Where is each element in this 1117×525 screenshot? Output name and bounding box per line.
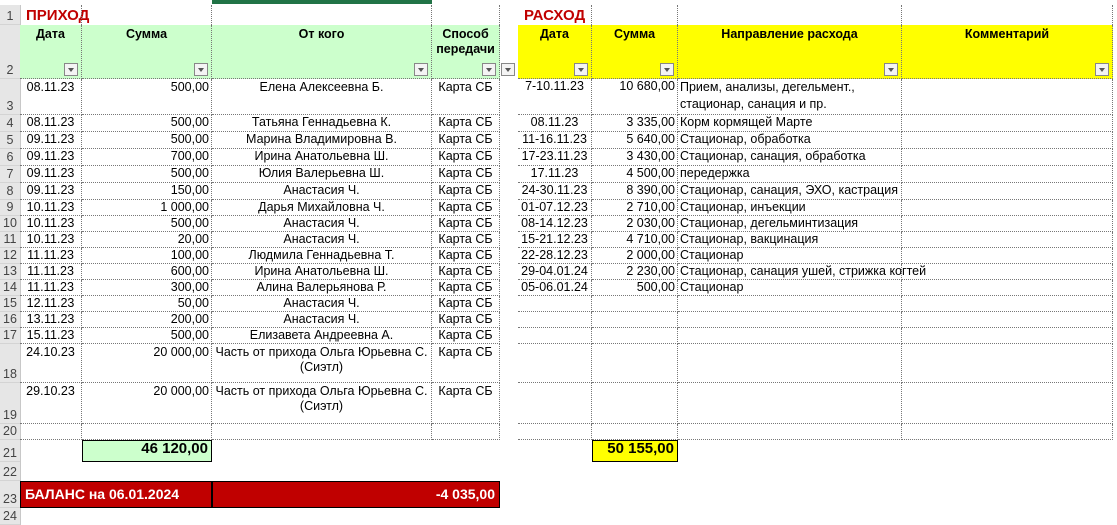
income-amount-cell[interactable]: 500,00 (82, 166, 212, 183)
row-number[interactable]: 6 (0, 149, 20, 166)
income-amount-cell[interactable]: 300,00 (82, 280, 212, 296)
income-amount-cell[interactable]: 500,00 (82, 132, 212, 149)
income-amount-cell[interactable]: 500,00 (82, 79, 212, 115)
expense-direction-cell[interactable]: Стационар, инъекции (678, 200, 902, 216)
expense-amount-cell[interactable]: 10 680,00 (592, 79, 678, 115)
expense-direction-cell[interactable]: Стационар, санация ушей, стрижка когтей (680, 264, 927, 278)
expense-direction-cell[interactable]: Стационар (678, 248, 902, 264)
income-method-cell[interactable]: Карта СБ (432, 166, 500, 183)
income-date-cell[interactable]: 13.11.23 (20, 312, 82, 328)
expense-date-cell[interactable]: 29-04.01.24 (518, 264, 592, 280)
income-amount-cell[interactable] (82, 424, 212, 440)
expense-date-cell[interactable]: 22-28.12.23 (518, 248, 592, 264)
expense-date-cell[interactable]: 11-16.11.23 (518, 132, 592, 149)
income-header-method[interactable]: Способ передачи (432, 25, 500, 79)
row-number[interactable]: 2 (0, 25, 20, 79)
expense-direction-cell[interactable] (678, 328, 902, 344)
filter-dropdown-icon[interactable] (1095, 63, 1109, 76)
income-from-cell[interactable]: Анастасия Ч. (212, 312, 432, 328)
expense-date-cell[interactable]: 15-21.12.23 (518, 232, 592, 248)
grid-cell[interactable] (212, 5, 432, 25)
expense-date-cell[interactable] (518, 344, 592, 383)
expense-comment-cell[interactable] (902, 280, 1113, 296)
income-method-cell[interactable]: Карта СБ (432, 344, 500, 383)
income-date-cell[interactable]: 10.11.23 (20, 232, 82, 248)
income-from-cell[interactable] (212, 424, 432, 440)
income-date-cell[interactable]: 09.11.23 (20, 132, 82, 149)
income-date-cell[interactable]: 11.11.23 (20, 280, 82, 296)
expense-amount-cell[interactable] (592, 312, 678, 328)
expense-date-cell[interactable]: 08-14.12.23 (518, 216, 592, 232)
grid-cell[interactable] (432, 5, 500, 25)
income-amount-cell[interactable]: 50,00 (82, 296, 212, 312)
row-number[interactable]: 10 (0, 216, 20, 232)
expense-amount-cell[interactable]: 5 640,00 (592, 132, 678, 149)
row-number[interactable]: 5 (0, 132, 20, 149)
income-header-amount[interactable]: Сумма (82, 25, 212, 79)
balance-label[interactable]: БАЛАНС на 06.01.2024 (20, 481, 212, 508)
expense-direction-cell[interactable]: Корм кормящей Марте (678, 115, 902, 132)
income-from-cell[interactable]: Ирина Анатольевна Ш. (212, 264, 432, 280)
income-amount-cell[interactable]: 600,00 (82, 264, 212, 280)
expense-direction-cell[interactable] (678, 424, 902, 440)
expense-direction-cell[interactable] (678, 344, 902, 383)
income-header-from[interactable]: От кого (212, 25, 432, 79)
expense-comment-cell[interactable] (902, 149, 1113, 166)
income-amount-cell[interactable]: 500,00 (82, 115, 212, 132)
expense-amount-cell[interactable]: 2 230,00 (592, 264, 678, 280)
expense-amount-cell[interactable] (592, 383, 678, 424)
expense-direction-cell[interactable]: Стационар, обработка (678, 132, 902, 149)
income-total[interactable]: 46 120,00 (82, 440, 212, 462)
expense-amount-cell[interactable] (592, 296, 678, 312)
expense-direction-cell[interactable] (678, 383, 902, 424)
expense-comment-cell[interactable] (902, 132, 1113, 149)
grid-cell[interactable] (20, 5, 82, 25)
income-method-cell[interactable]: Карта СБ (432, 132, 500, 149)
income-from-cell[interactable]: Анастасия Ч. (212, 216, 432, 232)
expense-date-cell[interactable]: 01-07.12.23 (518, 200, 592, 216)
expense-date-cell[interactable]: 17.11.23 (518, 166, 592, 183)
income-from-cell[interactable]: Татьяна Геннадьевна К. (212, 115, 432, 132)
income-from-cell[interactable]: Анастасия Ч. (212, 232, 432, 248)
income-method-cell[interactable]: Карта СБ (432, 115, 500, 132)
income-amount-cell[interactable]: 200,00 (82, 312, 212, 328)
income-date-cell[interactable]: 12.11.23 (20, 296, 82, 312)
income-date-cell[interactable]: 08.11.23 (20, 79, 82, 115)
grid-cell[interactable] (592, 5, 678, 25)
row-number[interactable]: 20 (0, 424, 20, 440)
expense-amount-cell[interactable]: 2 000,00 (592, 248, 678, 264)
filter-dropdown-icon[interactable] (414, 63, 428, 76)
income-method-cell[interactable]: Карта СБ (432, 264, 500, 280)
row-number[interactable]: 17 (0, 328, 20, 344)
row-number[interactable]: 19 (0, 383, 20, 424)
expense-amount-cell[interactable]: 2 030,00 (592, 216, 678, 232)
expense-date-cell[interactable] (518, 312, 592, 328)
expense-amount-cell[interactable]: 4 710,00 (592, 232, 678, 248)
expense-date-cell[interactable]: 08.11.23 (518, 115, 592, 132)
filter-dropdown-icon[interactable] (194, 63, 208, 76)
expense-comment-cell[interactable] (902, 216, 1113, 232)
expense-comment-cell[interactable] (902, 312, 1113, 328)
income-date-cell[interactable]: 10.11.23 (20, 200, 82, 216)
expense-comment-cell[interactable] (902, 296, 1113, 312)
expense-direction-cell[interactable]: Прием, анализы, дегельмент., стационар, санация и пр. (678, 79, 902, 115)
row-number[interactable]: 14 (0, 280, 20, 296)
income-amount-cell[interactable]: 150,00 (82, 183, 212, 200)
expense-date-cell[interactable]: 17-23.11.23 (518, 149, 592, 166)
row-number[interactable]: 16 (0, 312, 20, 328)
filter-dropdown-icon[interactable] (501, 63, 515, 76)
income-date-cell[interactable] (20, 424, 82, 440)
income-date-cell[interactable]: 10.11.23 (20, 216, 82, 232)
grid-cell[interactable] (518, 5, 592, 25)
selected-column-indicator (212, 0, 432, 4)
row-number-gutter (0, 5, 21, 525)
income-method-cell[interactable]: Карта СБ (432, 296, 500, 312)
income-amount-cell[interactable]: 100,00 (82, 248, 212, 264)
income-title: ПРИХОД (26, 7, 90, 24)
income-amount-cell[interactable]: 1 000,00 (82, 200, 212, 216)
income-date-cell[interactable]: 15.11.23 (20, 328, 82, 344)
expense-comment-cell[interactable] (902, 424, 1113, 440)
filter-dropdown-icon[interactable] (482, 63, 496, 76)
income-date-cell[interactable]: 08.11.23 (20, 115, 82, 132)
expense-amount-cell[interactable]: 4 500,00 (592, 166, 678, 183)
expense-amount-cell[interactable] (592, 344, 678, 383)
income-date-cell[interactable]: 09.11.23 (20, 183, 82, 200)
expense-direction-cell[interactable]: Стационар, санация, обработка (678, 149, 902, 166)
expense-header-amount[interactable]: Сумма (592, 25, 678, 79)
income-method-cell[interactable]: Карта СБ (432, 328, 500, 344)
row-number[interactable]: 15 (0, 296, 20, 312)
expense-comment-cell[interactable] (902, 248, 1113, 264)
income-date-cell[interactable]: 11.11.23 (20, 264, 82, 280)
row-number[interactable]: 21 (0, 440, 20, 462)
income-from-cell[interactable]: Анастасия Ч. (212, 296, 432, 312)
income-method-cell[interactable]: Карта СБ (432, 200, 500, 216)
income-header-date[interactable]: Дата (20, 25, 82, 79)
grid-cell[interactable] (902, 5, 1113, 25)
income-amount-cell[interactable]: 700,00 (82, 149, 212, 166)
expense-comment-cell[interactable] (902, 344, 1113, 383)
income-date-cell[interactable]: 29.10.23 (20, 383, 82, 424)
expense-direction-cell[interactable]: Стационар, дегельминтизация (678, 216, 902, 232)
expense-amount-cell[interactable]: 8 390,00 (592, 183, 678, 200)
income-from-cell[interactable]: Алина Валерьянова Р. (212, 280, 432, 296)
income-date-cell[interactable]: 09.11.23 (20, 149, 82, 166)
income-amount-cell[interactable]: 500,00 (82, 216, 212, 232)
expense-date-cell[interactable] (518, 383, 592, 424)
grid-cell[interactable] (82, 5, 212, 25)
expense-header-date[interactable]: Дата (518, 25, 592, 79)
expense-direction-cell[interactable]: передержка (678, 166, 902, 183)
filter-dropdown-icon[interactable] (884, 63, 898, 76)
income-from-cell[interactable]: Ирина Анатольевна Ш. (212, 149, 432, 166)
income-from-cell[interactable]: Анастасия Ч. (212, 183, 432, 200)
income-method-cell[interactable]: Карта СБ (432, 383, 500, 424)
income-method-cell[interactable]: Карта СБ (432, 216, 500, 232)
filter-dropdown-icon[interactable] (574, 63, 588, 76)
row-number[interactable]: 7 (0, 166, 20, 183)
income-from-cell[interactable]: Часть от прихода Ольга Юрьевна С. (Сиэтл) (212, 383, 432, 424)
income-from-cell[interactable]: Марина Владимировна В. (212, 132, 432, 149)
income-date-cell[interactable]: 11.11.23 (20, 248, 82, 264)
row-number[interactable]: 1 (0, 5, 20, 25)
income-method-cell[interactable]: Карта СБ (432, 149, 500, 166)
expense-date-cell[interactable] (518, 296, 592, 312)
income-amount-cell[interactable]: 20 000,00 (82, 383, 212, 424)
income-method-cell[interactable]: Карта СБ (432, 232, 500, 248)
expense-date-cell[interactable] (518, 328, 592, 344)
expense-comment-cell[interactable] (902, 200, 1113, 216)
filter-dropdown-icon[interactable] (64, 63, 78, 76)
expense-comment-cell[interactable] (902, 383, 1113, 424)
income-from-cell[interactable]: Юлия Валерьевна Ш. (212, 166, 432, 183)
expense-comment-cell[interactable] (902, 166, 1113, 183)
filter-dropdown-icon[interactable] (660, 63, 674, 76)
income-method-cell[interactable]: Карта СБ (432, 280, 500, 296)
expense-amount-cell[interactable]: 2 710,00 (592, 200, 678, 216)
expense-comment-cell[interactable] (902, 79, 1113, 115)
row-number[interactable]: 23 (0, 481, 20, 508)
row-number[interactable]: 12 (0, 248, 20, 264)
expense-date-cell[interactable] (518, 424, 592, 440)
expense-date-cell[interactable]: 24-30.11.23 (518, 183, 592, 200)
expense-comment-cell[interactable] (902, 115, 1113, 132)
expense-header-comment[interactable]: Комментарий (902, 25, 1113, 79)
income-amount-cell[interactable]: 20 000,00 (82, 344, 212, 383)
expense-amount-cell[interactable]: 500,00 (592, 280, 678, 296)
expense-date-cell[interactable]: 05-06.01.24 (518, 280, 592, 296)
expense-header-direction[interactable]: Направление расхода (678, 25, 902, 79)
expense-comment-cell[interactable] (902, 264, 1113, 280)
row-number[interactable]: 22 (0, 462, 20, 481)
row-number[interactable]: 4 (0, 115, 20, 132)
income-from-cell[interactable]: Дарья Михайловна Ч. (212, 200, 432, 216)
expense-date-cell[interactable]: 7-10.11.23 (518, 79, 592, 115)
expense-title: РАСХОД (524, 7, 586, 24)
expense-comment-cell[interactable] (902, 328, 1113, 344)
income-method-cell[interactable]: Карта СБ (432, 79, 500, 115)
expense-amount-cell[interactable]: 3 335,00 (592, 115, 678, 132)
expense-comment-cell[interactable] (902, 183, 1113, 200)
income-amount-cell[interactable]: 20,00 (82, 232, 212, 248)
expense-direction-cell[interactable]: Стационар, санация, ЭХО, кастрация (678, 183, 902, 200)
expense-comment-cell[interactable] (902, 232, 1113, 248)
income-date-cell[interactable]: 09.11.23 (20, 166, 82, 183)
row-number[interactable]: 8 (0, 183, 20, 200)
grid-cell[interactable] (678, 5, 902, 25)
income-method-cell[interactable] (432, 424, 500, 440)
row-number[interactable]: 3 (0, 79, 20, 115)
expense-direction-cell[interactable] (678, 312, 902, 328)
income-method-cell[interactable]: Карта СБ (432, 312, 500, 328)
expense-direction-cell[interactable]: Стационар (678, 280, 902, 296)
income-from-cell[interactable]: Елизавета Андреевна А. (212, 328, 432, 344)
expense-amount-cell[interactable] (592, 328, 678, 344)
income-from-cell[interactable]: Елена Алексеевна Б. (212, 79, 432, 115)
row-number[interactable]: 13 (0, 264, 20, 280)
expense-amount-cell[interactable] (592, 424, 678, 440)
expense-direction-cell[interactable] (678, 296, 902, 312)
row-number[interactable]: 24 (0, 508, 20, 525)
income-date-cell[interactable]: 24.10.23 (20, 344, 82, 383)
row-number[interactable]: 9 (0, 200, 20, 216)
income-method-cell[interactable]: Карта СБ (432, 183, 500, 200)
income-method-cell[interactable]: Карта СБ (432, 248, 500, 264)
income-from-cell[interactable]: Людмила Геннадьевна Т. (212, 248, 432, 264)
income-from-cell[interactable]: Часть от прихода Ольга Юрьевна С. (Сиэтл) (212, 344, 432, 383)
expense-amount-cell[interactable]: 3 430,00 (592, 149, 678, 166)
income-amount-cell[interactable]: 500,00 (82, 328, 212, 344)
row-number[interactable]: 11 (0, 232, 20, 248)
balance-value[interactable]: -4 035,00 (212, 481, 500, 508)
row-number[interactable]: 18 (0, 344, 20, 383)
expense-total[interactable]: 50 155,00 (592, 440, 678, 462)
expense-direction-cell[interactable]: Стационар, вакцинация (678, 232, 902, 248)
